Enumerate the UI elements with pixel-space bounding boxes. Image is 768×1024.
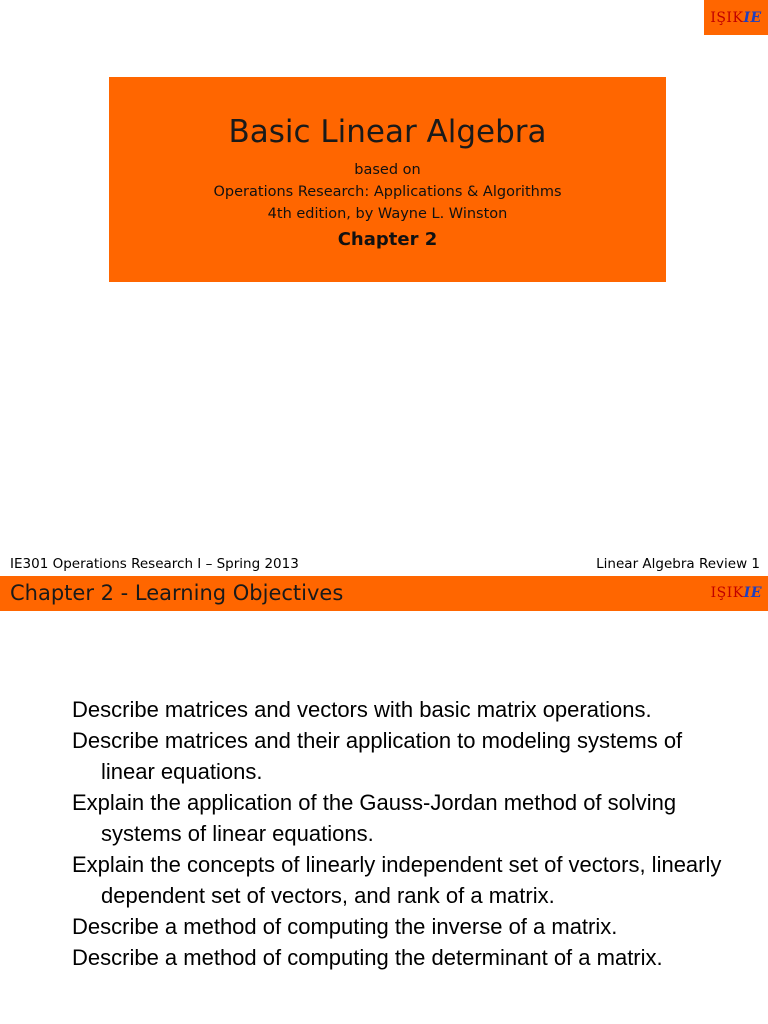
slide-title: Basic Linear Algebra — [228, 114, 547, 150]
header-logo — [711, 585, 762, 601]
objectives-list — [72, 694, 742, 973]
header-logo-ie-text: IE — [743, 585, 762, 601]
list-item: Explain the application of the Gauss-Jordan method of solving systems of linear equations. — [72, 790, 677, 846]
list-item: Explain the concepts of linearly independent set of vectors, linearly dependent set of vectors, and rank of a matrix. — [72, 852, 722, 908]
edition-author: 4th edition, by Wayne L. Winston — [267, 206, 508, 222]
footer-course: IE301 Operations Research I – Spring 2013 — [10, 556, 299, 572]
university-logo — [704, 0, 768, 35]
slide2-title: Chapter 2 - Learning Objectives — [10, 581, 344, 605]
list-item: Describe a method of computing the inverse of a matrix. — [72, 914, 618, 939]
title-box — [109, 77, 666, 282]
logo-text: IŞIK — [710, 9, 744, 26]
chapter-label: Chapter 2 — [337, 229, 438, 250]
list-item: Describe matrices and vectors with basic matrix operations. — [72, 697, 652, 722]
header-logo-text: IŞIK — [710, 585, 744, 601]
list-item: Describe matrices and their application to modeling systems of linear equations. — [72, 728, 683, 784]
based-on-text: based on — [354, 162, 421, 178]
logo-ie-text: IE — [743, 9, 762, 26]
footer-slide-label: Linear Algebra Review 1 — [596, 556, 760, 572]
slide2-header-bar — [0, 576, 768, 611]
book-title: Operations Research: Applications & Algorithms — [213, 184, 562, 200]
list-item: Describe a method of computing the determinant of a matrix. — [72, 945, 663, 970]
